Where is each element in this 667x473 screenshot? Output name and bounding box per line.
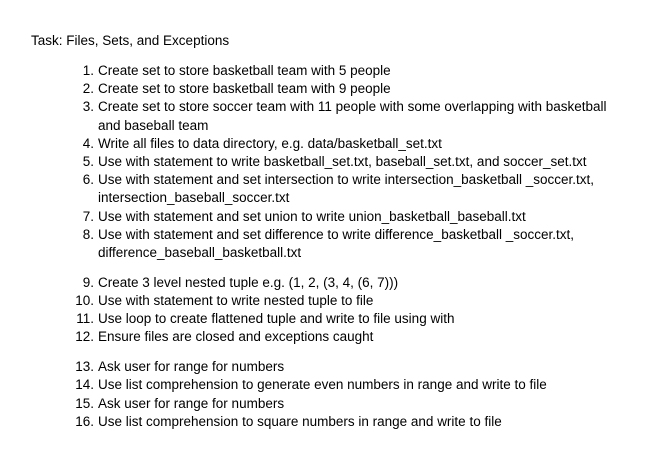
task-item-3	[0, 98, 667, 134]
task-item-13	[0, 358, 667, 376]
task-number: 11.	[76, 311, 94, 327]
task-text: Use list comprehension to generate even numbers in range and write to file	[98, 377, 547, 393]
task-number: 1.	[82, 63, 94, 78]
task-item-16	[0, 413, 667, 431]
task-number: 2.	[82, 81, 94, 97]
task-item-2	[0, 80, 667, 98]
task-number: 6.	[82, 172, 94, 188]
task-text: Write all files to data directory, e.g. data/basketball_set.txt	[98, 135, 442, 151]
task-number: 9.	[82, 274, 94, 290]
task-item-5	[0, 153, 667, 171]
task-number: 12.	[75, 329, 94, 345]
task-text: Use with statement and set intersection to write intersection_basketball _soccer.txt, intersection_baseball_soccer.txt	[98, 172, 594, 206]
task-number: 10.	[75, 293, 94, 309]
task-text: Use loop to create flattened tuple and write to file using with	[98, 311, 455, 327]
task-text: Ask user for range for numbers	[98, 395, 285, 411]
task-text: Create set to store basketball team with 9 people	[98, 81, 391, 97]
task-text: Use with statement to write basketball_set.txt, baseball_set.txt, and soccer_set.txt	[98, 154, 587, 170]
task-item-10	[0, 292, 667, 310]
task-item-11	[0, 310, 667, 328]
task-text: Use with statement to write nested tuple to file	[98, 293, 374, 309]
task-item-6	[0, 171, 667, 207]
task-number: 5.	[82, 154, 94, 170]
task-number: 15.	[75, 395, 94, 411]
task-item-15	[0, 395, 667, 413]
task-item-14	[0, 376, 667, 394]
task-item-1	[0, 62, 667, 80]
section-spacer	[0, 262, 667, 274]
task-item-9	[0, 274, 667, 292]
task-number: 4.	[82, 135, 94, 151]
task-number: 8.	[82, 226, 94, 242]
task-text: Create set to store soccer team with 11 people with some overlapping with basketball and baseball team	[98, 99, 607, 133]
task-number: 3.	[82, 99, 94, 115]
task-number: 16.	[75, 413, 94, 429]
task-number: 14.	[75, 377, 94, 393]
task-item-12	[0, 328, 667, 346]
task-list	[0, 62, 667, 431]
task-text: Ask user for range for numbers	[98, 359, 285, 375]
task-text: Use with statement and set union to write union_basketball_baseball.txt	[98, 208, 526, 224]
task-item-8	[0, 226, 667, 262]
task-number: 7.	[82, 208, 94, 224]
task-text: Create set to store basketball team with 5 people	[98, 63, 391, 78]
task-text: Ensure files are closed and exceptions caught	[98, 329, 374, 345]
task-number: 13.	[75, 359, 94, 375]
task-item-7	[0, 208, 667, 226]
task-text: Create 3 level nested tuple e.g. (1, 2, (3, 4, (6, 7)))	[98, 274, 399, 290]
section-spacer	[0, 347, 667, 359]
page-title: Task: Files, Sets, and Exceptions	[31, 33, 230, 48]
task-text: Use list comprehension to square numbers in range and write to file	[98, 413, 502, 429]
task-item-4	[0, 135, 667, 153]
task-text: Use with statement and set difference to write difference_basketball _soccer.txt, difference_baseball_basketball.txt	[98, 226, 575, 261]
